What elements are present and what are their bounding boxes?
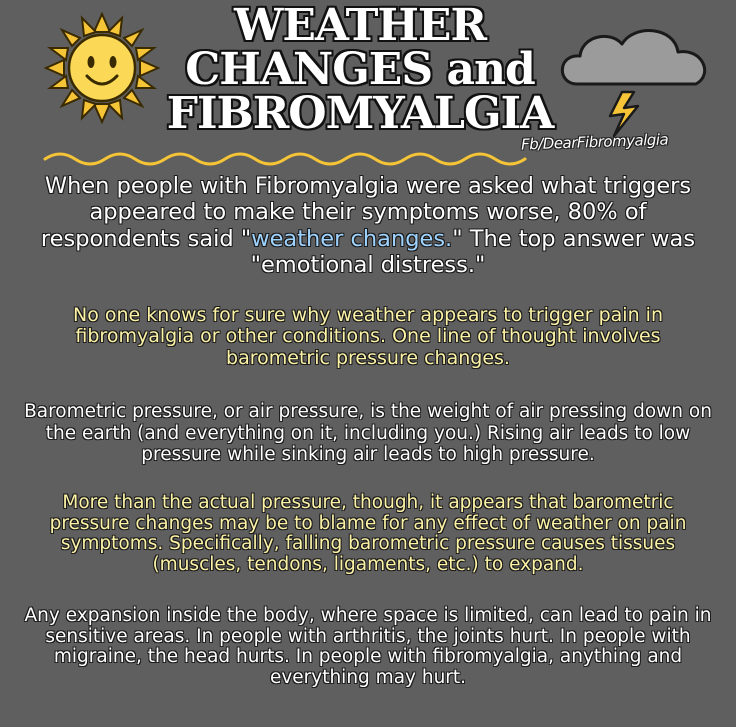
- title-line-1: WEATHER: [233, 0, 487, 51]
- paragraph-expansion-pain: Any expansion inside the body, where space is limited, can lead to pain in sensitive areas. In people with arthritis, the joints hurt. In people with migraine, the head hurts. In people with fibromyalgia, anything and everything may hurt.: [24, 605, 712, 689]
- intro-paragraph: [30, 173, 706, 278]
- intro-text-after: " The top answer was "emotional distress.": [250, 225, 696, 278]
- paragraph-barometric-definition: Barometric pressure, or air pressure, is the weight of air pressing down on the earth (and everything on it, including you.) Rising air leads to low pressure while sinking air leads to high pressure.: [24, 401, 712, 466]
- smiling-sun-icon: [42, 12, 162, 124]
- intro-text-before: When people with Fibromyalgia were asked what triggers appeared to make their symptoms worse, 80% of respondents said ": [40, 173, 692, 252]
- paragraph-why-unknown: No one knows for sure why weather appears to trigger pain in fibromyalgia or other conditions. One line of thought involves barometric pressure changes.: [73, 304, 663, 369]
- title-line-3: FIBROMYALGIA: [166, 88, 554, 139]
- storm-cloud-icon: [552, 22, 722, 142]
- squiggle-divider: [40, 137, 540, 169]
- title-line-2: CHANGES and: [185, 44, 535, 95]
- paragraph-pressure-changes: More than the actual pressure, though, it appears that barometric pressure changes may be to blame for any effect of weather on pain symptoms. Specifically, falling barometric pressure causes tissues (muscles, tendons, ligaments, etc.) to expand.: [49, 492, 687, 576]
- page-title: [160, 0, 560, 139]
- intro-highlight-text: weather changes.: [251, 225, 453, 252]
- social-handle: Fb/DearFibromyalgia: [520, 130, 669, 154]
